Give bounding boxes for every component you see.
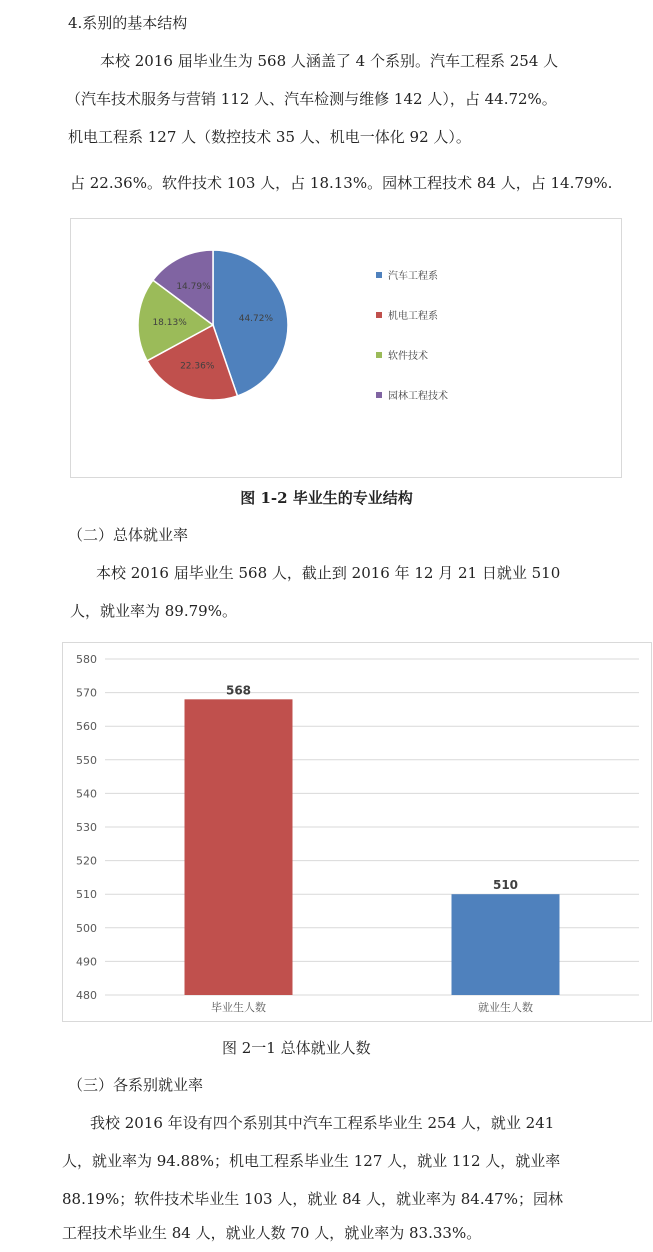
y-tick-label: 550 <box>76 753 97 767</box>
legend-swatch <box>376 312 382 318</box>
section3-paragraph-line: 88.19%；软件技术毕业生 103 人，就业 84 人，就业率为 84.47%；园林 <box>62 1190 563 1208</box>
section4-paragraph-line: 机电工程系 127 人（数控技术 35 人、机电一体化 92 人）。 <box>68 128 471 146</box>
section2-paragraph-line: 人，就业率为 89.79%。 <box>70 602 237 620</box>
y-tick-label: 540 <box>76 787 97 801</box>
section2-heading: （二）总体就业率 <box>68 526 189 544</box>
legend-label: 软件技术 <box>388 351 428 362</box>
y-tick-label: 500 <box>76 921 97 935</box>
section4-paragraph-line: 本校 2016 届毕业生为 568 人涵盖了 4 个系别。汽车工程系 254 人 <box>100 52 559 70</box>
y-tick-label: 510 <box>76 888 97 902</box>
bar-chart-caption: 图 2一1 总体就业人数 <box>222 1039 371 1057</box>
x-category-label: 毕业生人数 <box>211 1001 266 1014</box>
legend-label: 机电工程系 <box>388 311 438 322</box>
legend-label: 园林工程技术 <box>388 391 448 402</box>
bar-data-label: 568 <box>225 683 252 698</box>
section3-heading: （三）各系别就业率 <box>68 1076 204 1094</box>
y-tick-label: 490 <box>76 955 97 969</box>
bar <box>185 699 293 995</box>
y-tick-label: 580 <box>76 653 97 666</box>
pie-slice-label: 44.72% <box>238 313 274 324</box>
bar-chart-frame <box>62 642 652 1022</box>
legend-label: 汽车工程系 <box>388 271 438 282</box>
bar-data-label: 510 <box>492 878 519 893</box>
x-category-label: 就业生人数 <box>478 1001 533 1014</box>
section2-paragraph-line: 本校 2016 届毕业生 568 人，截止到 2016 年 12 月 21 日就业 510 <box>96 564 561 582</box>
legend-swatch <box>376 272 382 278</box>
section4-paragraph-line: 占 22.36%。软件技术 103 人，占 18.13%。园林工程技术 84 人，占 14.79%. <box>70 174 613 192</box>
legend-swatch <box>376 352 382 358</box>
bar-chart <box>63 643 651 1021</box>
pie-chart <box>71 219 621 477</box>
pie-slice-label: 18.13% <box>152 317 187 328</box>
y-tick-label: 570 <box>76 686 97 700</box>
pie-chart-caption: 图 1-2 毕业生的专业结构 <box>240 489 413 507</box>
pie-chart-frame <box>70 218 622 478</box>
y-tick-label: 480 <box>76 989 97 1002</box>
legend-swatch <box>376 392 382 398</box>
y-tick-label: 530 <box>76 821 97 834</box>
y-tick-label: 560 <box>76 720 97 734</box>
pie-slice-label: 14.79% <box>176 282 211 293</box>
section4-paragraph-line: （汽车技术服务与营销 112 人、汽车检测与维修 142 人），占 44.72%。 <box>66 90 557 108</box>
section3-paragraph-line: 人，就业率为 94.88%；机电工程系毕业生 127 人，就业 112 人，就业率 <box>62 1152 561 1170</box>
y-tick-label: 520 <box>76 854 97 868</box>
bar <box>452 894 560 995</box>
pie-slice-label: 22.36% <box>180 361 215 372</box>
section4-heading: 4.系别的基本结构 <box>68 14 188 32</box>
section3-paragraph-line: 我校 2016 年设有四个系别其中汽车工程系毕业生 254 人，就业 241 <box>90 1114 555 1132</box>
section3-paragraph-line: 工程技术毕业生 84 人，就业人数 70 人，就业率为 83.33%。 <box>62 1224 482 1242</box>
